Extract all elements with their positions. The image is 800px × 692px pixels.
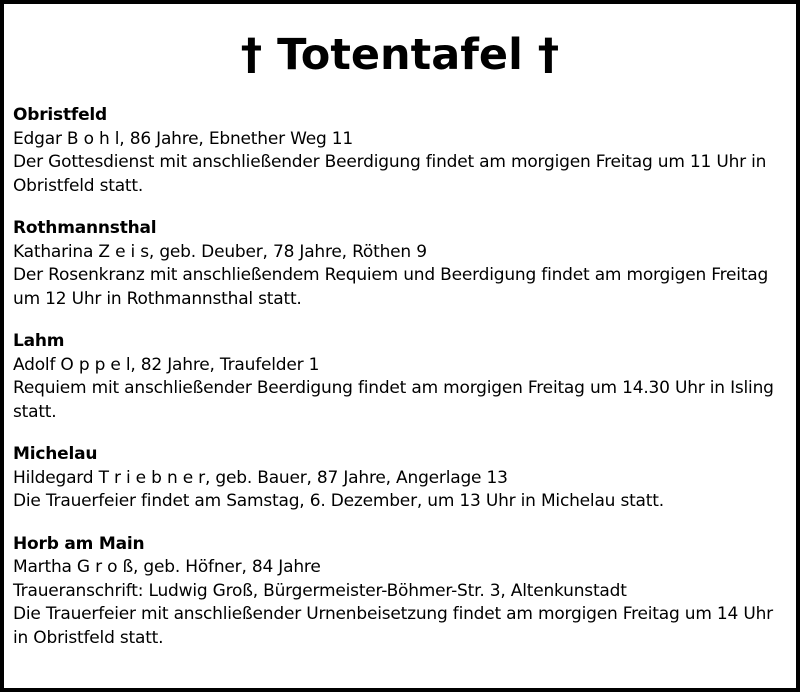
entry-place: Rothmannsthal	[13, 218, 157, 238]
entry-place: Obristfeld	[13, 105, 107, 125]
entry-place: Horb am Main	[13, 533, 145, 554]
entry-name-line: Hildegard T r i e b n e r, geb. Bauer, 87 Jahre, Angerlage 13	[13, 467, 508, 488]
entry-name-line: Martha G r o ß, geb. Höfner, 84 Jahre	[13, 557, 321, 577]
entry-detail-line: Der Gottesdienst mit anschließender Beerdigung findet am morgigen Freitag um 11 Uhr in	[13, 152, 767, 172]
obituary-entry-horb-am-main	[13, 533, 788, 651]
entry-address-line: Traueranschrift: Ludwig Groß, Bürgermeister-Böhmer-Str. 3, Altenkunstadt	[13, 580, 627, 601]
entry-name-line: Katharina Z e i s, geb. Deuber, 78 Jahre, Röthen 9	[13, 241, 427, 262]
obituary-entry-lahm	[13, 330, 788, 424]
obituary-entry-rothmannsthal	[13, 217, 788, 311]
entry-detail-line: um 12 Uhr in Rothmannsthal statt.	[13, 288, 302, 309]
entry-detail-line: Der Rosenkranz mit anschließendem Requiem und Beerdigung findet am morgigen Freitag	[13, 265, 769, 285]
obituary-list	[13, 104, 788, 669]
obituary-entry-michelau	[13, 443, 788, 514]
entry-detail-line: Obristfeld statt.	[13, 175, 144, 196]
entry-detail-line: in Obristfeld statt.	[13, 627, 164, 648]
entry-name-line: Edgar B o h l, 86 Jahre, Ebnether Weg 11	[13, 128, 353, 149]
entry-place: Michelau	[13, 444, 98, 464]
entry-place: Lahm	[13, 331, 65, 351]
page-title: † Totentafel †	[240, 30, 560, 80]
obituary-entry-obristfeld	[13, 104, 788, 198]
entry-detail-line: statt.	[13, 401, 57, 422]
entry-detail-line: Die Trauerfeier mit anschließender Urnenbeisetzung findet am morgigen Freitag um 14 Uhr	[13, 604, 773, 624]
entry-detail-line: Die Trauerfeier findet am Samstag, 6. Dezember, um 13 Uhr in Michelau statt.	[13, 491, 664, 511]
entry-name-line: Adolf O p p e l, 82 Jahre, Traufelder 1	[13, 354, 320, 375]
entry-detail-line: Requiem mit anschließender Beerdigung findet am morgigen Freitag um 14.30 Uhr in Isling	[13, 378, 774, 398]
